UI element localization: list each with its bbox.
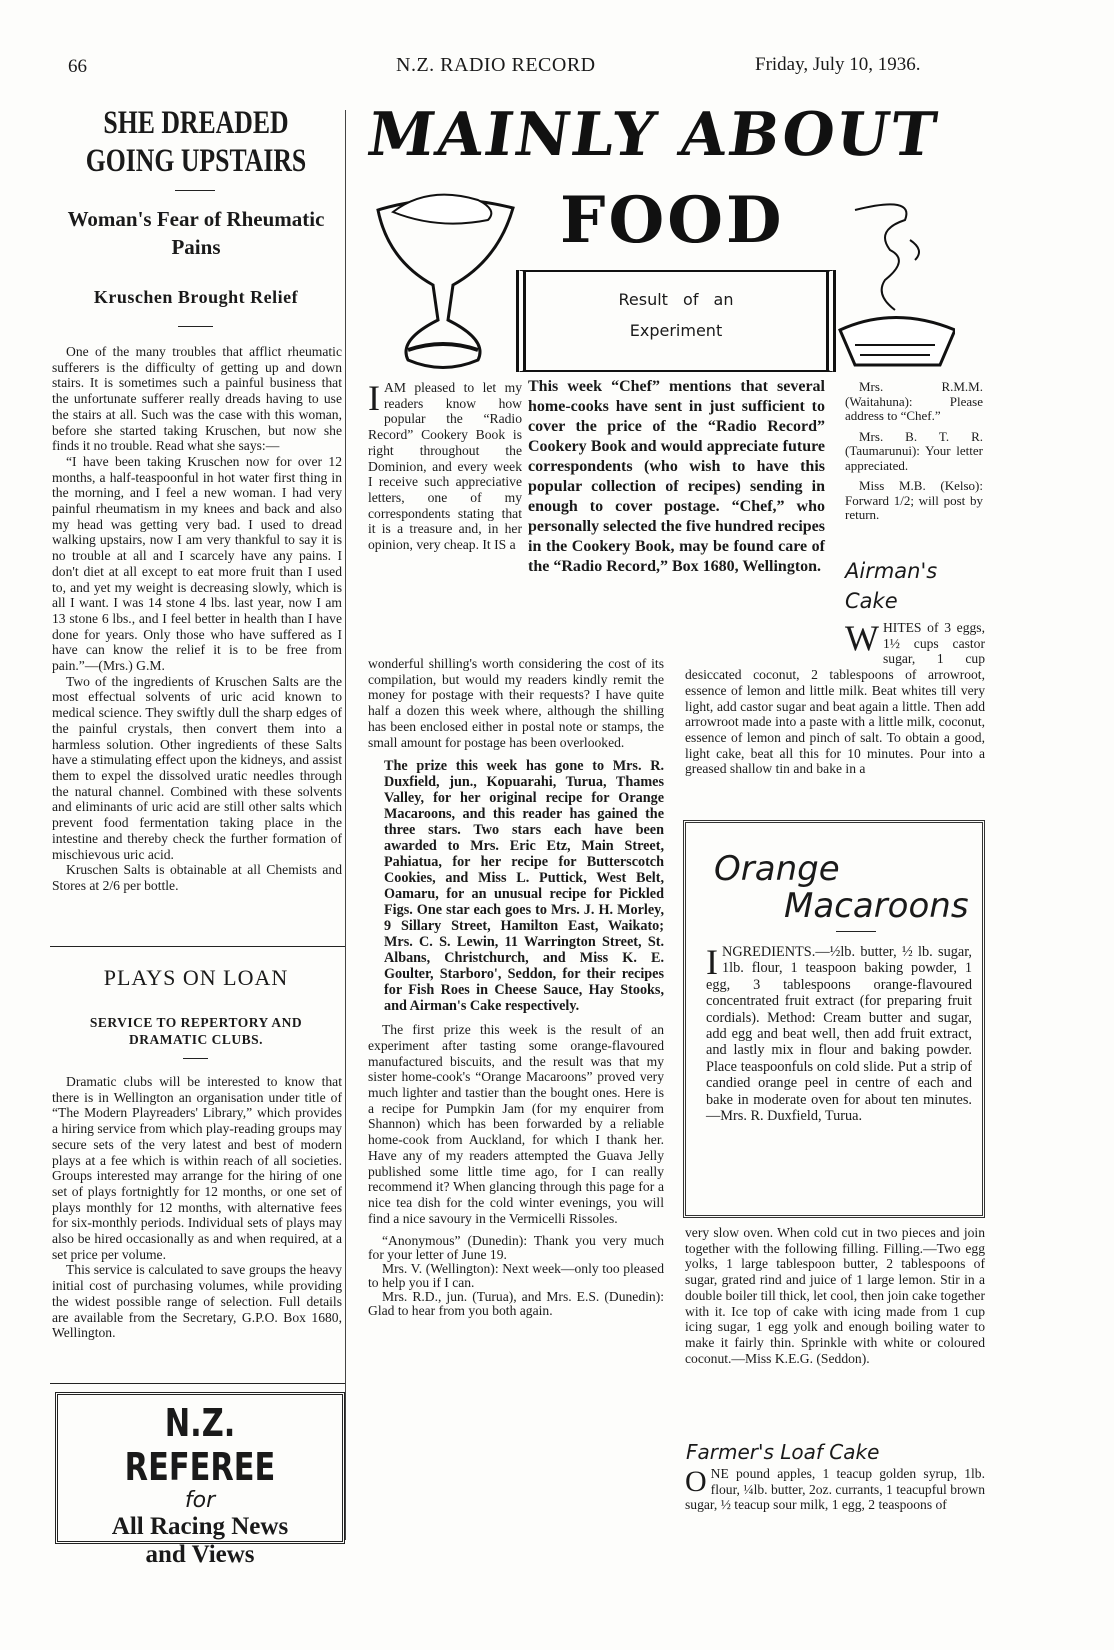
- recipe-body: [706, 944, 972, 1124]
- intro-text: AM pleased to let my readers know how popular the “Radio Record” Cookery Book is right throughout the Dominion, and every week I receive such appreciative letters, one of my correspondents stating that it is a treasure and, in her opinion, very cheap. It IS a: [368, 380, 522, 553]
- divider: [183, 1058, 208, 1059]
- plays-body: [52, 1074, 342, 1341]
- paragraph: Two of the ingredients of Kruschen Salts are the most effectual solvents of uric acid known to medical science. They swiftly dull the sharp edges of the painful crystals, then convert them into a harmless solution. Other ingredients of these Salts have a stimulating effect upon the kidneys, and assist them to expel the dissolved uratic needles through the natural channel. Combined with these solvents and eliminants of uric acid are still other salts which prevent food fermentation taking place in the intestine and thereby check the further formation of mischievous uric acid.: [52, 673, 342, 862]
- divider: [836, 931, 876, 932]
- ad-line: All Racing News: [111, 1513, 289, 1540]
- paragraph: Kruschen Salts is obtainable at all Chemists and Stores at 2/6 per bottle.: [52, 862, 342, 893]
- issue-date: Friday, July 10, 1936.: [755, 54, 921, 75]
- kruschen-body: [52, 344, 342, 894]
- drop-cap: I: [368, 378, 380, 418]
- result-box-line: Result of an: [618, 290, 734, 309]
- recipe-title: Macaroons: [784, 886, 969, 926]
- farmers-loaf-recipe: [685, 1466, 985, 1513]
- ad-line: and Views: [145, 1541, 255, 1568]
- food-intro: [368, 380, 522, 553]
- masthead-title: MAINLY ABOUT: [363, 100, 943, 170]
- airman-cake-recipe: [685, 620, 985, 777]
- paragraph: One of the many troubles that afflict rheumatic sufferers is the difficulty of getting up and down stairs. It is sometimes such a painful business that the unfortunate sufferer really dreads having to use the stairs at all. Such was the case with this woman, before she started taking Kruschen, but now she finds it no trouble. Read what she says:—: [52, 344, 342, 454]
- reply: “Anonymous” (Dunedin): Thank you very much for your letter of June 19.: [368, 1233, 664, 1263]
- masthead-food: FOOD: [560, 183, 785, 258]
- result-box-line: Experiment: [629, 321, 723, 340]
- paragraph: This service is calculated to save groups the heavy initial cost of purchasing volumes, while providing the widest possible range of selection. Full details are available from the Secretary, G.P.O. Box 1680, Wellington.: [52, 1262, 342, 1341]
- orange-macaroons-box: [683, 820, 985, 1218]
- note: Mrs. R.M.M. (Waitahuna): Please address to “Chef.”: [845, 379, 983, 423]
- dessert-goblet-illustration: [368, 190, 518, 370]
- farmers-loaf-title: Farmer's Loaf Cake: [686, 1440, 880, 1464]
- publication-title: N.Z. RADIO RECORD: [396, 54, 596, 76]
- referee-advertisement: [55, 1392, 345, 1568]
- food-main: [368, 656, 664, 1318]
- column-divider: [345, 110, 346, 1540]
- plays-subhead: SERVICE TO REPERTORY AND DRAMATIC CLUBS.: [89, 1015, 303, 1047]
- airman-cake-title: Airman's Cake: [845, 559, 938, 613]
- divider: [178, 326, 213, 327]
- chef-notice: This week “Chef” mentions that several home-cooks have sent in just sufficient to cover the price of the “Radio Record” Cookery Book and would appreciate future correspondents (who wish to have this popular collection of recipes) sending in enough to cover postage. “Chef,” who personally selected the five hundred recipes in the Cookery Book, may be found care of the “Radio Record,” Box 1680, Wellington.: [528, 378, 825, 575]
- kruschen-headline: SHE DREADED GOING UPSTAIRS: [85, 105, 307, 179]
- ad-for: for: [184, 1488, 216, 1513]
- section-rule: [50, 1383, 345, 1384]
- drop-cap: I: [706, 942, 718, 982]
- intro-continued: wonderful shilling's worth considering the cost of its compilation, but would my readers kindly remit the money for postage with their requests? I have quite half a dozen this week where, although the shilling has been enclosed either in postal note or stamps, the small amount for postage has been overlooked.: [368, 656, 664, 750]
- recipe-text: HITES of 3 eggs, 1½ cups castor sugar, 1 cup desiccated coconut, 2 tablespoons of arrowroot, essence of lemon and little milk. Beat whites till very light, add castor sugar and beat again a little. Then add arrowroot made into a paste with a little milk, coconut, essence of lemon and pinch of salt. To obtain a good, light cake, beat all this for 10 minutes. Pour into a greased shallow tin and bake in a: [685, 620, 985, 777]
- recipe-text: NE pound apples, 1 teacup golden syrup, 1lb. flour, ¼lb. butter, 2oz. currants, 1 teacupful brown sugar, ½ teacup sour milk, 1 egg, 2 teaspoons of: [685, 1466, 985, 1513]
- note: Miss M.B. (Kelso): Forward 1/2; will post by return.: [845, 478, 983, 522]
- paragraph: “I have been taking Kruschen now for over 12 months, a half-teaspoonful in hot water first thing in the morning, and I feel a new woman. I had very painful rheumatism in my knees and back and also my head was getting very bad. I used to dread walking upstairs, now I am very thankful to say it is no trouble at all and I scarcely have any pains. I don't diet at all except to eat more fruit than I used to, and yet my weight is decreasing slowly, which is all I want. I was 14 stone 4 lbs. last year, now I am 13 stone 6 lbs., and I feel better in health than I have done for years. Only those who have suffered as I have can know the relief it is to be free from pain.”—(Mrs.) G.M.: [52, 453, 342, 674]
- divider: [175, 190, 215, 191]
- paragraph: Dramatic clubs will be interested to know that there is in Wellington an organisation under title of “The Modern Playreaders' Library,” which provides a hiring service from which play-reading groups may secure sets of the very latest and best of modern plays at a fee which is within reach of all societies. Groups interested may arrange for the hiring of one set of plays fortnightly for 12 months, or one set of plays monthly for 12 months, with alternative fees for six-monthly periods. Individual sets of plays may also be hired occasionally as and when required, at a set price per volume.: [52, 1074, 342, 1262]
- airman-cake-continued: very slow oven. When cold cut in two pieces and join together with the following filling. Filling.—Two egg yolks, 1 large tablespoon butter, 2 tablespoons of sugar, grated rind and juice of 1 large lemon. Stir in a double boiler till thick, let cool, then join cake together with it. Ice top of cake with icing made from 1 cup icing sugar, 1 egg yolk and enough boiling water to make it fairly thin. Sprinkle with white or coloured coconut.—Miss K.E.G. (Seddon).: [685, 1225, 985, 1366]
- kruschen-subhead-2: Kruschen Brought Relief: [93, 287, 299, 307]
- steaming-pie-illustration: [835, 200, 955, 370]
- drop-cap: W: [845, 618, 879, 658]
- result-box: [516, 270, 836, 372]
- ad-title: N.Z. REFEREE: [124, 1401, 276, 1489]
- first-prize-paragraph: The first prize this week is the result of an experiment after tasting some orange-flavoured manufactured biscuits, and the result was that my sister home-cook's “Orange Macaroons” proved very much lighter and tastier than the bought ones. Here is a recipe for Pumpkin Jam (for my enquirer from Shannon) which has been forwarded by a reliable home-cook from Auckland, for which I thank her. Have any of my readers attempted the Guava Jelly published some little time ago, for I can really recommend it? When glancing through this page for a nice tea dish for the cold winter evenings, you will find a nice savoury in the Vermicelli Rissoles.: [368, 1022, 664, 1226]
- reply: Mrs. V. (Wellington): Next week—only too pleased to help you if I can.: [368, 1261, 664, 1291]
- drop-cap: O: [685, 1465, 707, 1498]
- page-number: 66: [68, 56, 87, 77]
- prize-announcement: The prize this week has gone to Mrs. R. Duxfield, jun., Kopuarahi, Turua, Thames Valley, for her original recipe for Orange Macaroons, and this reader has gained the three stars. Two stars each have been awarded to Mrs. Eric Etz, Main Street, Pahiatua, for her recipe for Butterscotch Cookies, and Miss L. Puttick, West Belt, Oamaru, for an unusual recipe for Pickled Figs. One star each goes to Mrs. J. H. Morley, 9 Sillary Street, Hamilton East, Waikato; Mrs. C. S. Lewin, 11 Warrington Street, St. Albans, Christchurch, and Miss K. E. Goulter, Starboro', Seddon, for their recipes for Fish Roes in Cheese Sauce, Hay Stooks, and Airman's Cake respectively.: [384, 758, 664, 1015]
- recipe-text: NGREDIENTS.—½lb. butter, ½ lb. sugar, 1lb. flour, 1 teaspoon baking powder, 1 egg, 3 tablespoons orange-flavoured concentrated fruit extract (for preparing fruit cordials). Method: Cream butter and sugar, add egg and beat well, then add fruit extract, and lastly mix in flour and baking powder. Place teaspoonfuls on cold slide. Put a strip of candied orange peel in centre of each and bake in moderate oven for about ten minutes.—Mrs. R. Duxfield, Turua.: [706, 944, 972, 1125]
- section-rule: [50, 946, 345, 947]
- note: Mrs. B. T. R. (Taumarunui): Your letter appreciated.: [845, 428, 983, 473]
- plays-headline: PLAYS ON LOAN: [103, 965, 289, 990]
- correspondent-notes: [845, 380, 983, 523]
- reply: Mrs. R.D., jun. (Turua), and Mrs. E.S. (Dunedin): Glad to hear from you both again.: [368, 1289, 664, 1319]
- kruschen-subhead: Woman's Fear of Rheumatic Pains: [67, 207, 325, 259]
- recipe-title: Orange: [714, 849, 840, 889]
